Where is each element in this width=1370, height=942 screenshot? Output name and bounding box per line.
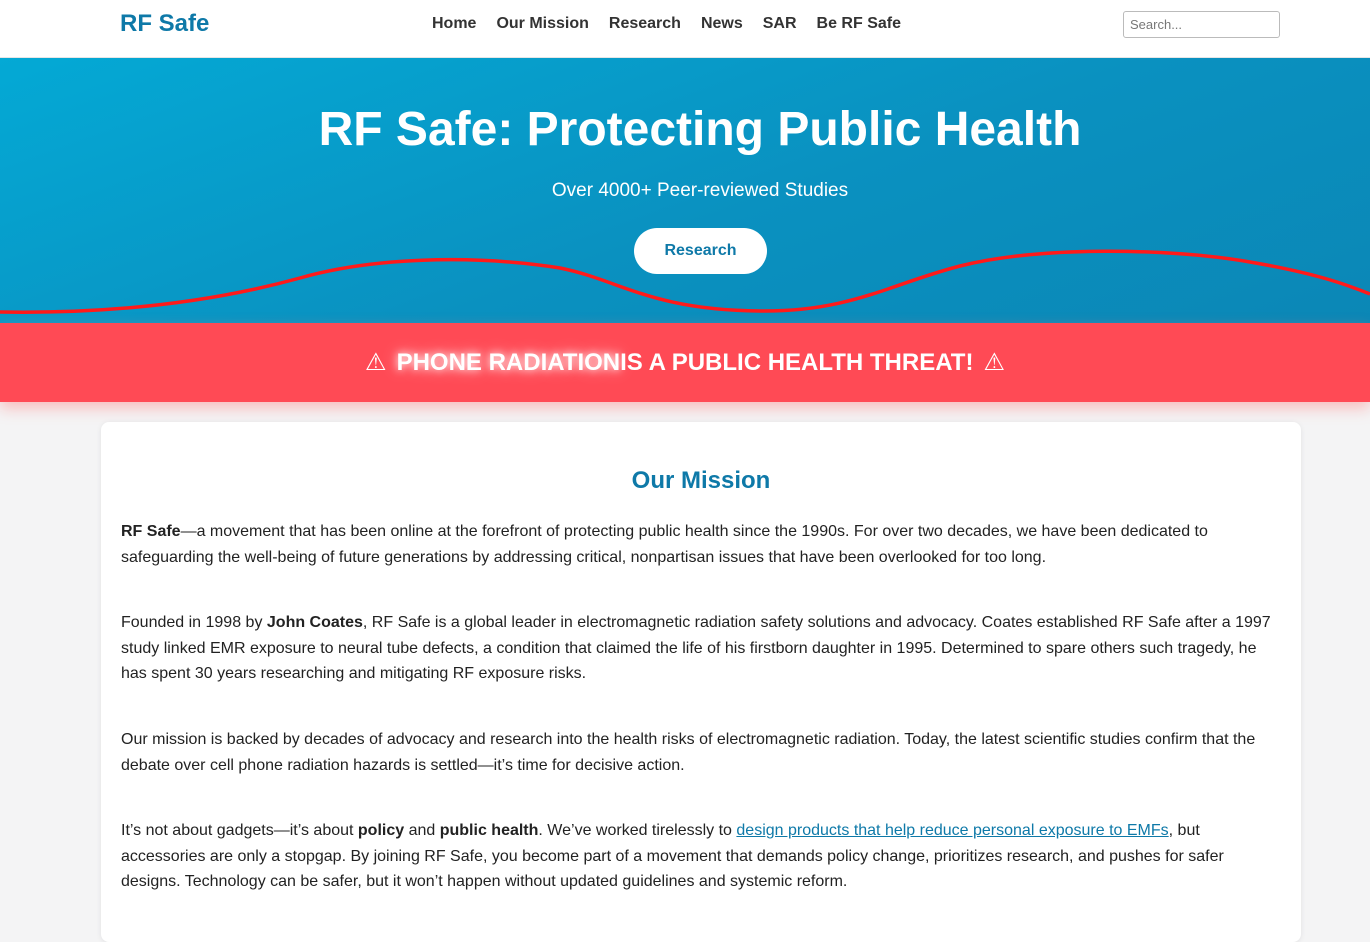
section-heading: Our Mission (631, 467, 771, 494)
warning-icon: ⚠ (365, 349, 387, 376)
mission-paragraph-1 (121, 519, 1281, 570)
paragraph-text: Founded in 1998 by (121, 614, 267, 631)
bold-text: RF Safe (121, 523, 181, 540)
hero-banner (0, 58, 1370, 324)
site-logo[interactable]: RF Safe (120, 10, 210, 37)
alert-highlight: PHONE RADIATION (396, 348, 621, 376)
nav-news[interactable]: News (700, 15, 743, 32)
nav-research[interactable]: Research (608, 15, 681, 32)
mission-paragraph-3: Our mission is backed by decades of advocacy and research into the health risks of electromagnetic radiation. Today, the latest scientific studies confirm that the debate over cell phone radiation hazards is settled—it’s time for decisive action. (121, 731, 1256, 774)
main-nav (432, 14, 921, 34)
alert-banner (0, 323, 1370, 402)
mission-paragraph-2 (121, 610, 1281, 687)
paragraph-text: and (404, 822, 440, 839)
alert-text: IS A PUBLIC HEALTH THREAT! (620, 348, 974, 376)
nav-be-rf-safe[interactable]: Be RF Safe (816, 15, 901, 32)
hero-subtitle: Over 4000+ Peer-reviewed Studies (551, 180, 849, 201)
search-input[interactable] (1123, 11, 1280, 38)
mission-paragraph-4 (121, 818, 1281, 895)
nav-home[interactable]: Home (432, 15, 477, 32)
bold-text: policy (357, 822, 405, 839)
research-button[interactable]: Research (634, 228, 767, 274)
warning-icon: ⚠ (983, 349, 1005, 376)
paragraph-text: —a movement that has been online at the forefront of protecting public health since the 1990s. For over two decades, we have been dedicated to safeguarding the well-being of future generations by addressing critical, nonpartisan issues that have been overlooked for too long. (121, 523, 1208, 566)
bold-text: John Coates (266, 614, 363, 631)
nav-sar[interactable]: SAR (762, 15, 797, 32)
paragraph-text: , RF Safe is a global leader in electromagnetic radiation safety solutions and advocacy. Coates established RF Safe after a 1997 study linked EMR exposure to neural tube defects, a condition that claimed the life of his firstborn daughter in 1995. Determined to spare others such tragedy, he has spent 30 years researching and mitigating RF exposure risks. (121, 614, 1271, 682)
nav-our-mission[interactable]: Our Mission (496, 15, 589, 32)
paragraph-text: . We’ve worked tirelessly to (538, 822, 737, 839)
mission-card (101, 422, 1301, 942)
paragraph-text: , but accessories are only a stopgap. By joining RF Safe, you become part of a movement that demands policy change, prioritizes research, and pushes for safer designs. Technology can be safer, but it won’t happen without updated guidelines and systemic reform. (121, 822, 1224, 890)
hero-title: RF Safe: Protecting Public Health (318, 103, 1082, 156)
paragraph-text: It’s not about gadgets—it’s about (121, 822, 358, 839)
bold-text: public health (439, 822, 539, 839)
top-navbar (0, 0, 1370, 58)
products-link[interactable]: design products that help reduce personal exposure to EMFs (736, 822, 1169, 839)
